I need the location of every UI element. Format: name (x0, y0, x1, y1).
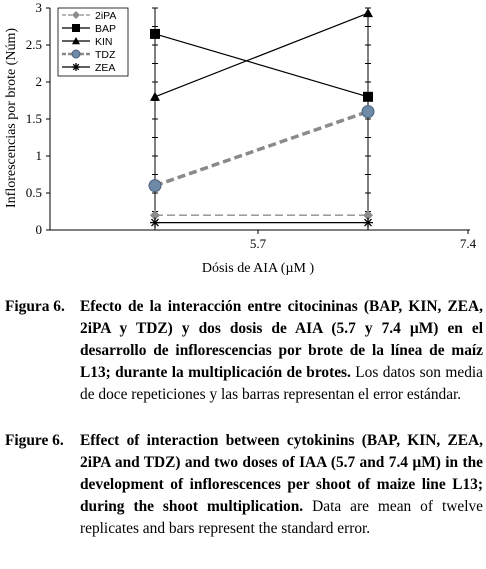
legend-marker-tdz (72, 50, 80, 58)
caption-es-label: Figura 6. (5, 298, 65, 315)
data-point-kin (150, 92, 160, 101)
legend-label-kin: KIN (95, 36, 113, 48)
series-layer (149, 8, 374, 227)
legend-label-tdz: TDZ (95, 49, 116, 61)
y-tick-label: 0 (35, 222, 42, 237)
caption-en (5, 430, 483, 540)
series-tdz (149, 106, 374, 192)
x-ticks (250, 230, 477, 251)
series-line-tdz (155, 112, 368, 186)
x-tick-label: 5.7 (249, 236, 267, 251)
legend-marker-bap (72, 24, 80, 32)
error-bars (152, 8, 371, 230)
caption-es (5, 296, 483, 406)
caption-en-label: Figure 6. (5, 432, 64, 449)
data-point-bap (363, 92, 373, 102)
data-point-kin (363, 8, 373, 17)
x-tick-label: 7.4 (459, 236, 477, 251)
data-point-bap (150, 29, 160, 39)
x-axis-label: Dósis de AIA (µM ) (201, 261, 315, 276)
y-ticks (26, 0, 50, 237)
legend-label-2ipa: 2iPA (95, 10, 117, 22)
y-axis-label: Inflorescencias por brote (Núm) (4, 28, 19, 208)
y-tick-label: 1 (35, 148, 42, 163)
y-tick-label: 0.5 (25, 185, 42, 200)
legend-box (58, 8, 128, 76)
caption-en-bold: Effect of interaction between cytokinins (BAP, KIN, ZEA, 2iPA and TDZ) and two doses of IAA (5.7 and 7.4 µM) in the development of inflorescences per shoot of maize line L13; during the shoot multiplication. (80, 432, 483, 515)
series-kin (150, 8, 373, 101)
y-tick-label: 2 (35, 74, 42, 89)
y-tick-label: 1.5 (25, 111, 42, 126)
series-zea (150, 218, 373, 228)
caption-es-plain: Los datos son media de doce repeticiones y las barras representan el error estándar. (80, 364, 483, 403)
y-tick-label: 3 (35, 0, 42, 15)
legend-label-zea: ZEA (95, 62, 116, 74)
series-line-kin (155, 13, 368, 97)
data-point-tdz (362, 106, 374, 118)
series-bap (150, 29, 373, 102)
series-2ipa (150, 210, 373, 220)
y-tick-label: 2.5 (25, 37, 42, 52)
series-line-bap (155, 34, 368, 97)
data-point-tdz (149, 180, 161, 192)
legend-label-bap: BAP (95, 23, 117, 35)
caption-en-plain: Data are mean of twelve replicates and bars represent the standard error. (80, 498, 483, 537)
caption-es-bold: Efecto de la interacción entre citocininas (BAP, KIN, ZEA, 2iPA y TDZ) y dos dosis de AIA (5.7 y 7.4 µM) en el desarrollo de inflorescencias por brote de la línea de maíz L13; durante la multiplicación de brotes. (80, 298, 483, 381)
legend (58, 8, 128, 76)
